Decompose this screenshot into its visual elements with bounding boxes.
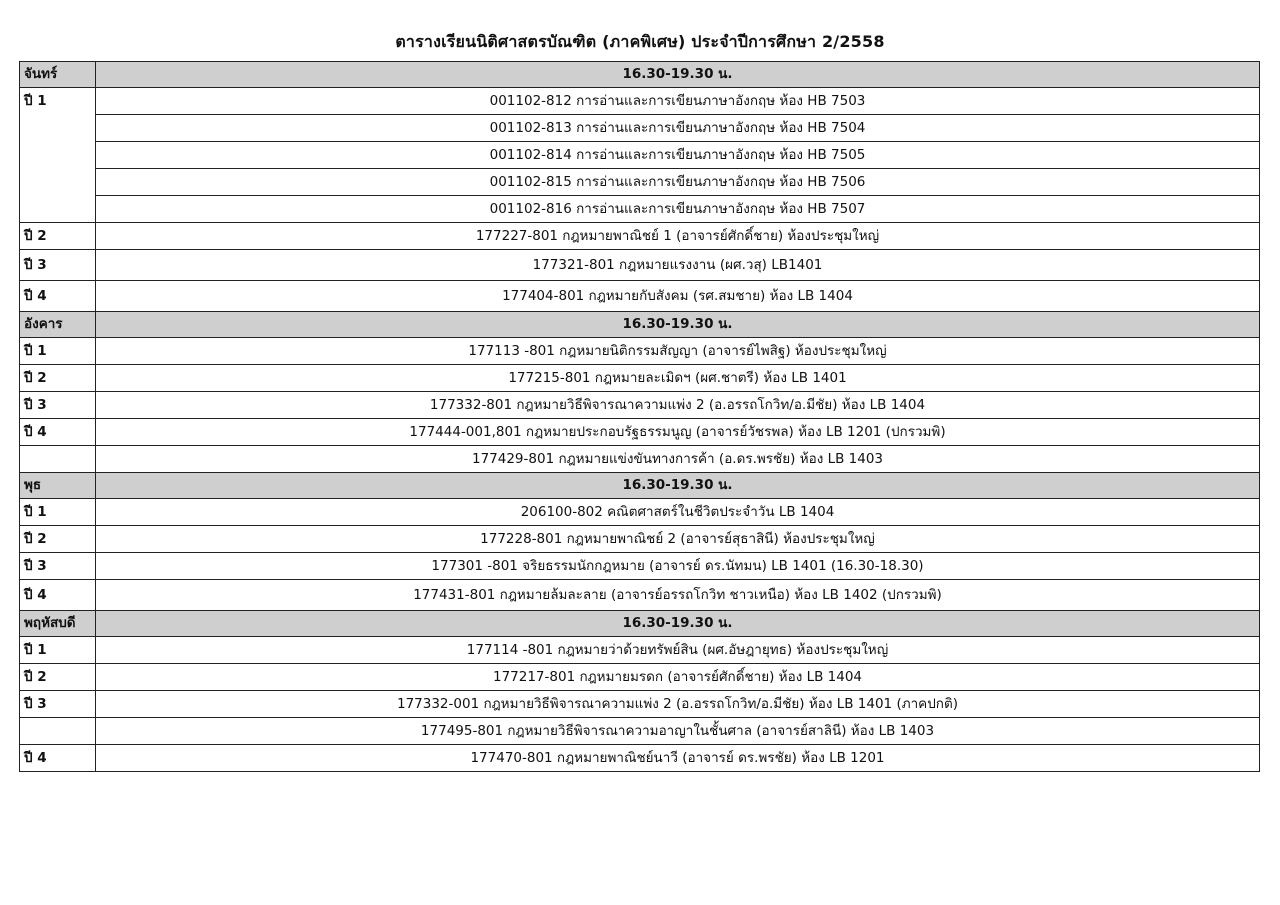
course-row: [20, 196, 1260, 223]
course-cell: 177444-001,801 กฎหมายประกอบรัฐธรรมนูญ (อาจารย์วัชรพล) ห้อง LB 1201 (ปกรวมพิ): [96, 419, 1260, 446]
course-row: [20, 419, 1260, 446]
course-cell: 177431-801 กฎหมายล้มละลาย (อาจารย์อรรถโกวิท ชาวเหนือ) ห้อง LB 1402 (ปกรวมพิ): [96, 580, 1260, 611]
course-cell: 177332-001 กฎหมายวิธีพิจารณาความแพ่ง 2 (อ.อรรถโกวิท/อ.มีชัย) ห้อง LB 1401 (ภาคปกติ): [96, 691, 1260, 718]
course-cell: 206100-802 คณิตศาสตร์ในชีวิตประจำวัน LB 1404: [96, 499, 1260, 526]
day-header-row: [20, 62, 1260, 88]
course-cell: 177113 -801 กฎหมายนิติกรรมสัญญา (อาจารย์ไพสิฐ) ห้องประชุมใหญ่: [96, 338, 1260, 365]
course-row: [20, 745, 1260, 772]
course-row: [20, 338, 1260, 365]
year-label: ปี 3: [20, 392, 96, 419]
day-name: พฤหัสบดี: [20, 611, 96, 637]
year-label: [20, 718, 96, 745]
course-cell: 001102-812 การอ่านและการเขียนภาษาอังกฤษ ห้อง HB 7503: [96, 88, 1260, 115]
day-header-row: [20, 611, 1260, 637]
course-row: [20, 637, 1260, 664]
course-cell: 177470-801 กฎหมายพาณิชย์นาวี (อาจารย์ ดร.พรชัย) ห้อง LB 1201: [96, 745, 1260, 772]
course-row: [20, 365, 1260, 392]
course-row: [20, 718, 1260, 745]
year-label: ปี 3: [20, 553, 96, 580]
day-name: จันทร์: [20, 62, 96, 88]
course-row: [20, 691, 1260, 718]
year-label: ปี 2: [20, 664, 96, 691]
course-row: [20, 499, 1260, 526]
year-label: ปี 1: [20, 637, 96, 664]
year-label: ปี 2: [20, 365, 96, 392]
course-row: [20, 142, 1260, 169]
day-name: พุธ: [20, 473, 96, 499]
course-cell: 001102-813 การอ่านและการเขียนภาษาอังกฤษ ห้อง HB 7504: [96, 115, 1260, 142]
course-row: [20, 446, 1260, 473]
year-label: ปี 1: [20, 499, 96, 526]
course-cell: 177301 -801 จริยธรรมนักกฎหมาย (อาจารย์ ดร.นัทมน) LB 1401 (16.30-18.30): [96, 553, 1260, 580]
year-label: ปี 2: [20, 223, 96, 250]
year-label: ปี 4: [20, 281, 96, 312]
year-label: ปี 1: [20, 88, 96, 223]
course-cell: 177404-801 กฎหมายกับสังคม (รศ.สมชาย) ห้อง LB 1404: [96, 281, 1260, 312]
course-cell: 177228-801 กฎหมายพาณิชย์ 2 (อาจารย์สุธาสินี) ห้องประชุมใหญ่: [96, 526, 1260, 553]
schedule-body: [20, 62, 1260, 772]
course-row: [20, 250, 1260, 281]
course-row: [20, 169, 1260, 196]
course-row: [20, 115, 1260, 142]
year-label: [20, 446, 96, 473]
year-label: ปี 2: [20, 526, 96, 553]
day-name: อังคาร: [20, 312, 96, 338]
day-time: 16.30-19.30 น.: [96, 611, 1260, 637]
course-cell: 177321-801 กฎหมายแรงงาน (ผศ.วสุ) LB1401: [96, 250, 1260, 281]
course-cell: 001102-816 การอ่านและการเขียนภาษาอังกฤษ ห้อง HB 7507: [96, 196, 1260, 223]
course-cell: 001102-815 การอ่านและการเขียนภาษาอังกฤษ ห้อง HB 7506: [96, 169, 1260, 196]
schedule-table: [19, 61, 1260, 772]
course-row: [20, 580, 1260, 611]
course-row: [20, 281, 1260, 312]
course-cell: 177227-801 กฎหมายพาณิชย์ 1 (อาจารย์ศักดิ์ชาย) ห้องประชุมใหญ่: [96, 223, 1260, 250]
course-row: [20, 664, 1260, 691]
course-row: [20, 392, 1260, 419]
day-time: 16.30-19.30 น.: [96, 473, 1260, 499]
course-row: [20, 88, 1260, 115]
year-label: ปี 3: [20, 250, 96, 281]
course-cell: 177495-801 กฎหมายวิธีพิจารณาความอาญาในชั้นศาล (อาจารย์สาลินี) ห้อง LB 1403: [96, 718, 1260, 745]
year-label: ปี 3: [20, 691, 96, 718]
course-cell: 177215-801 กฎหมายละเมิดฯ (ผศ.ชาตรี) ห้อง LB 1401: [96, 365, 1260, 392]
year-label: ปี 4: [20, 580, 96, 611]
day-time: 16.30-19.30 น.: [96, 312, 1260, 338]
year-label: ปี 4: [20, 745, 96, 772]
page-title: ตารางเรียนนิติศาสตรบัณฑิต (ภาคพิเศษ) ประจำปีการศึกษา 2/2558: [395, 32, 885, 51]
day-time: 16.30-19.30 น.: [96, 62, 1260, 88]
day-header-row: [20, 312, 1260, 338]
course-cell: 177429-801 กฎหมายแข่งขันทางการค้า (อ.ดร.พรชัย) ห้อง LB 1403: [96, 446, 1260, 473]
year-label: ปี 1: [20, 338, 96, 365]
course-cell: 177217-801 กฎหมายมรดก (อาจารย์ศักดิ์ชาย) ห้อง LB 1404: [96, 664, 1260, 691]
day-header-row: [20, 473, 1260, 499]
course-row: [20, 553, 1260, 580]
course-row: [20, 526, 1260, 553]
course-cell: 177114 -801 กฎหมายว่าด้วยทรัพย์สิน (ผศ.อัษฎายุทธ) ห้องประชุมใหญ่: [96, 637, 1260, 664]
course-cell: 177332-801 กฎหมายวิธีพิจารณาความแพ่ง 2 (อ.อรรถโกวิท/อ.มีชัย) ห้อง LB 1404: [96, 392, 1260, 419]
course-row: [20, 223, 1260, 250]
year-label: ปี 4: [20, 419, 96, 446]
course-cell: 001102-814 การอ่านและการเขียนภาษาอังกฤษ ห้อง HB 7505: [96, 142, 1260, 169]
